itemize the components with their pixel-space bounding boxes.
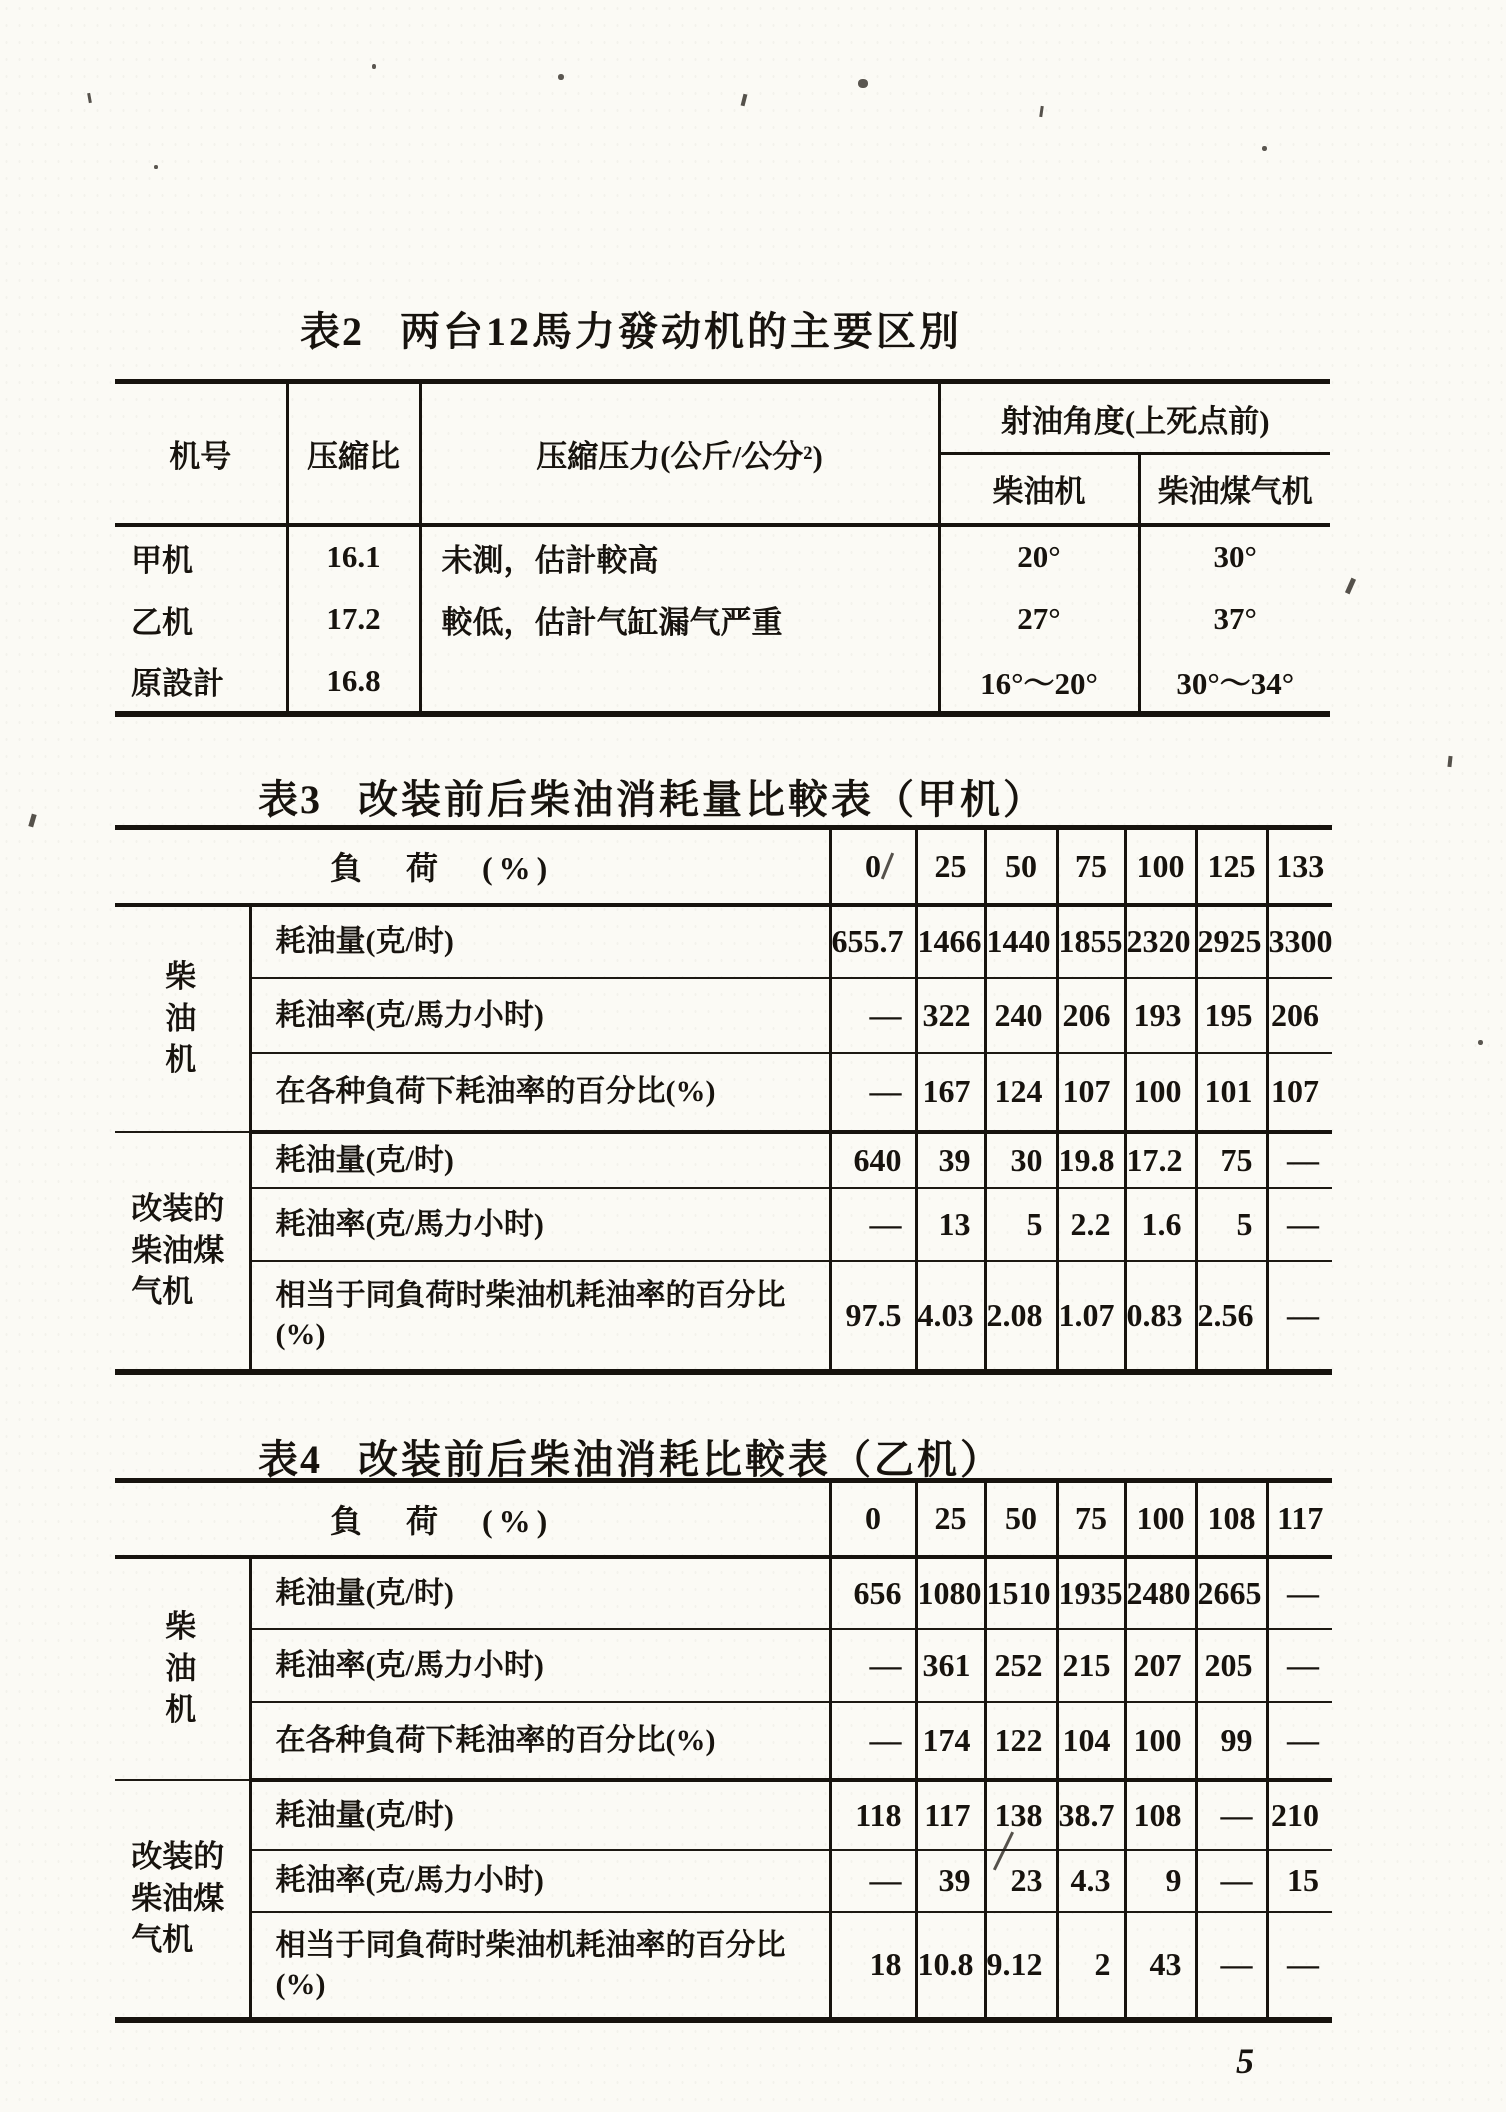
load-value: 133 <box>1267 828 1332 905</box>
table3-row <box>115 905 1332 978</box>
page-number: 5 <box>1236 2041 1254 2081</box>
value-cell: 124 <box>985 1053 1057 1132</box>
table3-row <box>115 1132 1332 1188</box>
table2-row <box>115 651 1330 714</box>
group-label-text: 柴油机 <box>165 958 197 1078</box>
value-cell: — <box>1267 1629 1332 1702</box>
compression-pressure-note: 未測，估計較高 <box>420 525 939 588</box>
row-label: 耗油率(克/馬力小时) <box>250 1188 830 1261</box>
diesel-angle: 20° <box>939 525 1139 588</box>
table4-title <box>258 1428 1003 1485</box>
table2-header-angle-diesel: 柴油机 <box>939 454 1139 525</box>
value-cell: 2.56 <box>1196 1261 1267 1372</box>
row-label: 在各种負荷下耗油率的百分比(%) <box>250 1702 830 1780</box>
gas-angle: 37° <box>1139 588 1330 651</box>
row-label: 耗油量(克/时) <box>250 905 830 978</box>
table4-row <box>115 1629 1332 1702</box>
table2-header-pressure: 压縮压力(公斤/公分²) <box>420 382 939 525</box>
value-cell: 107 <box>1267 1053 1332 1132</box>
load-value: 25 <box>916 1481 985 1557</box>
table4-row <box>115 1557 1332 1629</box>
table3-load-header-row <box>115 828 1332 905</box>
value-cell: 4.3 <box>1057 1850 1125 1912</box>
load-value: 50 <box>985 1481 1057 1557</box>
load-value: 50 <box>985 828 1057 905</box>
value-cell: 4.03 <box>916 1261 985 1372</box>
table4 <box>115 1478 1332 2023</box>
value-cell: 207 <box>1125 1629 1196 1702</box>
value-cell: 656 <box>830 1557 916 1629</box>
value-cell: 75 <box>1196 1132 1267 1188</box>
load-value: 100 <box>1125 828 1196 905</box>
compression-ratio: 16.1 <box>287 525 420 588</box>
value-cell: — <box>830 978 916 1053</box>
row-label: 耗油率(克/馬力小时) <box>250 978 830 1053</box>
group-label-text: 柴油机 <box>165 1608 197 1728</box>
table4-title-text: 改装前后柴油消耗比較表（乙机） <box>358 1437 1003 1482</box>
value-cell: — <box>830 1188 916 1261</box>
value-cell: 13 <box>916 1188 985 1261</box>
table2-row <box>115 588 1330 651</box>
row-label: 在各种負荷下耗油率的百分比(%) <box>250 1053 830 1132</box>
table2 <box>115 379 1330 717</box>
value-cell: 118 <box>830 1780 916 1850</box>
value-cell: 39 <box>916 1850 985 1912</box>
value-cell: 1510 <box>985 1557 1057 1629</box>
load-value: 0 <box>830 828 916 905</box>
row-label: 耗油量(克/时) <box>250 1132 830 1188</box>
table4-row <box>115 1850 1332 1912</box>
value-cell: 2665 <box>1196 1557 1267 1629</box>
value-cell: 1.6 <box>1125 1188 1196 1261</box>
machine-name: 乙机 <box>131 604 193 640</box>
value-cell: 1440 <box>985 905 1057 978</box>
scan-speck <box>1262 146 1267 151</box>
value-cell: 23 <box>985 1850 1057 1912</box>
value-cell: 138 <box>985 1780 1057 1850</box>
table2-header-angle-group: 射油角度(上死点前) <box>939 382 1330 454</box>
value-cell: 167 <box>916 1053 985 1132</box>
diesel-angle: 16°～20° <box>939 651 1139 714</box>
table4-row <box>115 1780 1332 1850</box>
value-cell: 210 <box>1267 1780 1332 1850</box>
value-cell: 215 <box>1057 1629 1125 1702</box>
compression-pressure-note <box>420 651 939 714</box>
value-cell: 104 <box>1057 1702 1125 1780</box>
value-cell: — <box>1267 1912 1332 2020</box>
value-cell: 2480 <box>1125 1557 1196 1629</box>
scan-speck <box>1478 1040 1483 1045</box>
value-cell: — <box>1267 1188 1332 1261</box>
row-label: 耗油率(克/馬力小时) <box>250 1629 830 1702</box>
machine-name: 原設計 <box>131 666 224 701</box>
scan-speck <box>28 814 36 828</box>
group-label-converted-gas-engine <box>115 1780 250 2020</box>
table3 <box>115 825 1332 1375</box>
table2-header-ratio: 压縮比 <box>287 382 420 525</box>
value-cell: 1.07 <box>1057 1261 1125 1372</box>
scan-speck <box>741 94 748 107</box>
load-value: 125 <box>1196 828 1267 905</box>
row-label: 相当于同負荷时柴油机耗油率的百分比(%) <box>250 1912 830 2020</box>
value-cell: 100 <box>1125 1053 1196 1132</box>
value-cell: — <box>830 1702 916 1780</box>
value-cell: 122 <box>985 1702 1057 1780</box>
table2-title-number: 表2 <box>300 309 364 354</box>
value-cell: 101 <box>1196 1053 1267 1132</box>
table4-row <box>115 1912 1332 2020</box>
row-label: 相当于同負荷时柴油机耗油率的百分比(%) <box>250 1261 830 1372</box>
value-cell: 1935 <box>1057 1557 1125 1629</box>
value-cell: 17.2 <box>1125 1132 1196 1188</box>
table3-row <box>115 1261 1332 1372</box>
value-cell: 18 <box>830 1912 916 2020</box>
group-label-diesel-engine <box>115 905 250 1132</box>
value-cell: 108 <box>1125 1780 1196 1850</box>
table4-load-header-row <box>115 1481 1332 1557</box>
table4-title-number: 表4 <box>258 1437 322 1482</box>
value-cell: 107 <box>1057 1053 1125 1132</box>
load-value: 75 <box>1057 828 1125 905</box>
value-cell: — <box>830 1629 916 1702</box>
value-cell: 38.7 <box>1057 1780 1125 1850</box>
value-cell: 97.5 <box>830 1261 916 1372</box>
scan-speck <box>154 165 158 169</box>
group-label-text: 改装的柴油煤气机 <box>131 1190 225 1310</box>
scan-speck <box>558 74 564 80</box>
value-cell: 252 <box>985 1629 1057 1702</box>
value-cell: 117 <box>916 1780 985 1850</box>
value-cell: 322 <box>916 978 985 1053</box>
value-cell: 5 <box>1196 1188 1267 1261</box>
compression-pressure-note: 較低，估計气缸漏气严重 <box>420 588 939 651</box>
scan-speck <box>858 79 868 88</box>
value-cell: 15 <box>1267 1850 1332 1912</box>
table2-header-angle-gas: 柴油煤气机 <box>1139 454 1330 525</box>
load-header-label: 負 荷 (%) <box>115 828 830 905</box>
value-cell: 195 <box>1196 978 1267 1053</box>
value-cell: 9.12 <box>985 1912 1057 2020</box>
value-cell: 206 <box>1057 978 1125 1053</box>
compression-ratio: 16.8 <box>287 651 420 714</box>
value-cell: — <box>830 1850 916 1912</box>
table2-title <box>300 300 962 357</box>
table3-title-number: 表3 <box>258 777 322 822</box>
value-cell: 9 <box>1125 1850 1196 1912</box>
value-cell: — <box>1267 1261 1332 1372</box>
group-label-converted-gas-engine <box>115 1132 250 1372</box>
table2-title-text: 两台12馬力發动机的主要区別 <box>400 309 962 354</box>
value-cell: — <box>1196 1912 1267 2020</box>
group-label-diesel-engine <box>115 1557 250 1780</box>
value-cell: — <box>1267 1557 1332 1629</box>
value-cell: 39 <box>916 1132 985 1188</box>
diesel-angle: 27° <box>939 588 1139 651</box>
value-cell: 640 <box>830 1132 916 1188</box>
gas-angle: 30°～34° <box>1139 651 1330 714</box>
value-cell: 2 <box>1057 1912 1125 2020</box>
load-value: 25 <box>916 828 985 905</box>
value-cell: 3300 <box>1267 905 1332 978</box>
value-cell: 174 <box>916 1702 985 1780</box>
value-cell: 1080 <box>916 1557 985 1629</box>
group-label-text: 改装的柴油煤气机 <box>131 1838 225 1958</box>
value-cell: 2925 <box>1196 905 1267 978</box>
table3-row <box>115 978 1332 1053</box>
table3-row <box>115 1053 1332 1132</box>
value-cell: 205 <box>1196 1629 1267 1702</box>
value-cell: — <box>1196 1780 1267 1850</box>
value-cell: 2320 <box>1125 905 1196 978</box>
value-cell: 30 <box>985 1132 1057 1188</box>
table3-title-text: 改装前后柴油消耗量比較表（甲机） <box>358 777 1046 822</box>
gas-angle: 30° <box>1139 525 1330 588</box>
value-cell: 99 <box>1196 1702 1267 1780</box>
scan-speck <box>1039 106 1044 117</box>
value-cell: 2.2 <box>1057 1188 1125 1261</box>
value-cell: 193 <box>1125 978 1196 1053</box>
value-cell: 19.8 <box>1057 1132 1125 1188</box>
compression-ratio: 17.2 <box>287 588 420 651</box>
scan-speck <box>1345 578 1356 595</box>
value-cell: 1855 <box>1057 905 1125 978</box>
value-cell: 100 <box>1125 1702 1196 1780</box>
table3-title <box>258 768 1046 825</box>
table3-row <box>115 1188 1332 1261</box>
value-cell: 43 <box>1125 1912 1196 2020</box>
table4-row <box>115 1702 1332 1780</box>
load-value: 108 <box>1196 1481 1267 1557</box>
table2-row <box>115 525 1330 588</box>
value-cell: — <box>1267 1132 1332 1188</box>
row-label: 耗油量(克/时) <box>250 1780 830 1850</box>
row-label: 耗油量(克/时) <box>250 1557 830 1629</box>
load-value: 100 <box>1125 1481 1196 1557</box>
scan-speck <box>1447 756 1452 767</box>
scan-speck <box>87 93 92 103</box>
value-cell: — <box>830 1053 916 1132</box>
load-value: 117 <box>1267 1481 1332 1557</box>
scan-speck <box>372 64 376 69</box>
value-cell: 655.7 <box>830 905 916 978</box>
value-cell: — <box>1267 1702 1332 1780</box>
table2-header-machine: 机号 <box>115 382 287 525</box>
load-header-label: 負 荷 (%) <box>115 1481 830 1557</box>
load-value: 0 <box>830 1481 916 1557</box>
value-cell: 240 <box>985 978 1057 1053</box>
value-cell: 2.08 <box>985 1261 1057 1372</box>
value-cell: 1466 <box>916 905 985 978</box>
value-cell: 10.8 <box>916 1912 985 2020</box>
value-cell: — <box>1196 1850 1267 1912</box>
value-cell: 206 <box>1267 978 1332 1053</box>
value-cell: 0.83 <box>1125 1261 1196 1372</box>
machine-name: 甲机 <box>131 542 193 578</box>
load-value: 75 <box>1057 1481 1125 1557</box>
row-label: 耗油率(克/馬力小时) <box>250 1850 830 1912</box>
value-cell: 361 <box>916 1629 985 1702</box>
value-cell: 5 <box>985 1188 1057 1261</box>
